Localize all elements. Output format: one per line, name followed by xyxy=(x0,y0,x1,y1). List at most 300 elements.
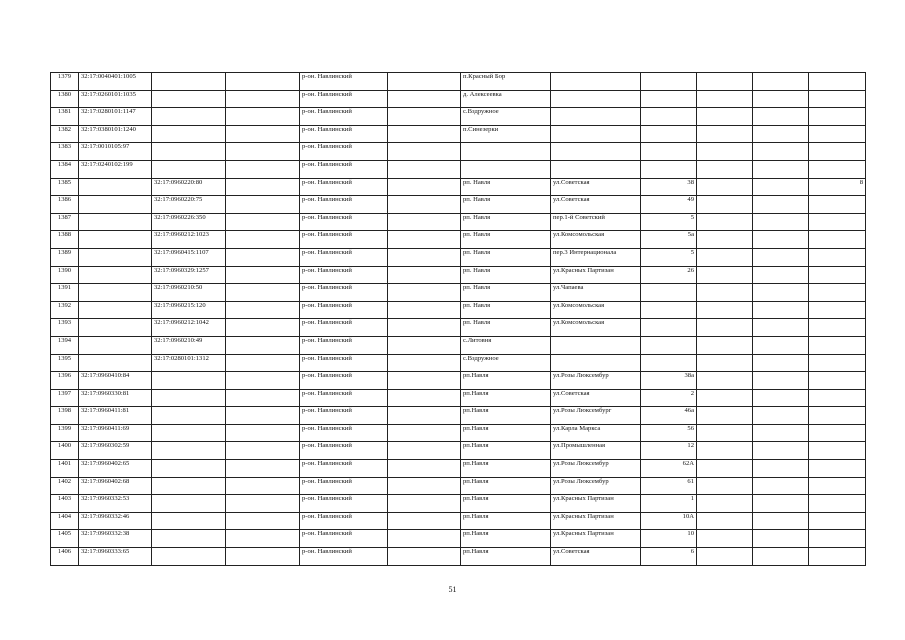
empty-cell xyxy=(226,407,300,425)
cadastral-number-cell: 32:17:0960330:81 xyxy=(79,389,152,407)
street-cell xyxy=(551,73,641,91)
empty-cell xyxy=(388,319,461,337)
empty-cell xyxy=(753,196,809,214)
table-row xyxy=(51,125,866,143)
empty-cell xyxy=(753,477,809,495)
street-cell xyxy=(551,143,641,161)
extra-value-cell xyxy=(809,424,866,442)
empty-cell xyxy=(753,442,809,460)
district-cell: р-он. Навлинский xyxy=(300,143,388,161)
cadastral-number-2-cell xyxy=(152,90,226,108)
district-cell: р-он. Навлинский xyxy=(300,301,388,319)
empty-cell xyxy=(753,372,809,390)
cadastral-number-cell: 32:17:0380101:1240 xyxy=(79,125,152,143)
locality-cell: рп.Навля xyxy=(461,512,551,530)
house-number-cell xyxy=(641,336,697,354)
empty-cell xyxy=(226,143,300,161)
empty-cell xyxy=(697,424,753,442)
locality-cell: рп.Навля xyxy=(461,530,551,548)
empty-cell xyxy=(388,284,461,302)
empty-cell xyxy=(226,389,300,407)
extra-value-cell xyxy=(809,196,866,214)
house-number-cell: 5 xyxy=(641,248,697,266)
district-cell: р-он. Навлинский xyxy=(300,231,388,249)
empty-cell xyxy=(388,301,461,319)
district-cell: р-он. Навлинский xyxy=(300,512,388,530)
empty-cell xyxy=(753,90,809,108)
district-cell: р-он. Навлинский xyxy=(300,530,388,548)
locality-cell: п.Красный Бор xyxy=(461,73,551,91)
extra-value-cell xyxy=(809,125,866,143)
row-number-cell: 1401 xyxy=(51,460,79,478)
cadastral-number-cell: 32:17:0960402:68 xyxy=(79,477,152,495)
empty-cell xyxy=(226,512,300,530)
street-cell: ул.Советская xyxy=(551,178,641,196)
empty-cell xyxy=(697,336,753,354)
house-number-cell xyxy=(641,108,697,126)
empty-cell xyxy=(226,460,300,478)
table-row xyxy=(51,372,866,390)
row-number-cell: 1387 xyxy=(51,213,79,231)
row-number-cell: 1399 xyxy=(51,424,79,442)
cadastral-number-2-cell xyxy=(152,407,226,425)
row-number-cell: 1384 xyxy=(51,160,79,178)
empty-cell xyxy=(697,266,753,284)
cadastral-number-cell: 32:17:0960332:53 xyxy=(79,495,152,513)
street-cell: ул.Советская xyxy=(551,389,641,407)
empty-cell xyxy=(226,90,300,108)
registry-table xyxy=(50,72,866,566)
district-cell: р-он. Навлинский xyxy=(300,336,388,354)
extra-value-cell xyxy=(809,248,866,266)
house-number-cell: 62А xyxy=(641,460,697,478)
empty-cell xyxy=(753,530,809,548)
empty-cell xyxy=(226,178,300,196)
house-number-cell: 61 xyxy=(641,477,697,495)
cadastral-number-cell xyxy=(79,213,152,231)
house-number-cell: 2 xyxy=(641,389,697,407)
house-number-cell xyxy=(641,73,697,91)
street-cell: ул.Красных Партизан xyxy=(551,495,641,513)
row-number-cell: 1405 xyxy=(51,530,79,548)
empty-cell xyxy=(226,548,300,566)
row-number-cell: 1382 xyxy=(51,125,79,143)
locality-cell: рп.Навля xyxy=(461,389,551,407)
district-cell: р-он. Навлинский xyxy=(300,319,388,337)
empty-cell xyxy=(697,372,753,390)
locality-cell: рп.Навля xyxy=(461,442,551,460)
table-row xyxy=(51,284,866,302)
district-cell: р-он. Навлинский xyxy=(300,389,388,407)
locality-cell: рп. Навля xyxy=(461,196,551,214)
cadastral-number-cell xyxy=(79,248,152,266)
empty-cell xyxy=(388,548,461,566)
table-row xyxy=(51,319,866,337)
street-cell: ул.Розы Люксембург xyxy=(551,407,641,425)
row-number-cell: 1398 xyxy=(51,407,79,425)
locality-cell: рп. Навля xyxy=(461,213,551,231)
locality-cell: п.Синезерки xyxy=(461,125,551,143)
empty-cell xyxy=(388,424,461,442)
empty-cell xyxy=(226,196,300,214)
extra-value-cell xyxy=(809,460,866,478)
row-number-cell: 1381 xyxy=(51,108,79,126)
empty-cell xyxy=(753,231,809,249)
extra-value-cell xyxy=(809,284,866,302)
locality-cell: д. Алексеевка xyxy=(461,90,551,108)
house-number-cell: 10А xyxy=(641,512,697,530)
empty-cell xyxy=(697,143,753,161)
street-cell: ул.Комсомольская xyxy=(551,301,641,319)
empty-cell xyxy=(697,301,753,319)
cadastral-number-2-cell: 32:17:0960226:350 xyxy=(152,213,226,231)
row-number-cell: 1394 xyxy=(51,336,79,354)
street-cell: ул.Чапаева xyxy=(551,284,641,302)
empty-cell xyxy=(388,389,461,407)
house-number-cell: 38а xyxy=(641,372,697,390)
locality-cell: рп.Навля xyxy=(461,424,551,442)
empty-cell xyxy=(753,248,809,266)
empty-cell xyxy=(697,125,753,143)
empty-cell xyxy=(697,196,753,214)
table-row xyxy=(51,143,866,161)
cadastral-number-2-cell xyxy=(152,372,226,390)
empty-cell xyxy=(697,213,753,231)
cadastral-number-cell: 32:17:0960333:65 xyxy=(79,548,152,566)
cadastral-number-2-cell xyxy=(152,125,226,143)
empty-cell xyxy=(753,143,809,161)
empty-cell xyxy=(226,108,300,126)
cadastral-number-2-cell: 32:17:0280101:1312 xyxy=(152,354,226,372)
house-number-cell xyxy=(641,125,697,143)
empty-cell xyxy=(753,108,809,126)
empty-cell xyxy=(697,178,753,196)
empty-cell xyxy=(753,266,809,284)
table-row xyxy=(51,160,866,178)
cadastral-number-cell xyxy=(79,196,152,214)
extra-value-cell xyxy=(809,407,866,425)
house-number-cell: 49 xyxy=(641,196,697,214)
table-row xyxy=(51,231,866,249)
table-row xyxy=(51,73,866,91)
empty-cell xyxy=(697,73,753,91)
empty-cell xyxy=(697,90,753,108)
empty-cell xyxy=(697,160,753,178)
empty-cell xyxy=(753,424,809,442)
extra-value-cell xyxy=(809,143,866,161)
street-cell: ул.Красных Партизан xyxy=(551,530,641,548)
empty-cell xyxy=(697,477,753,495)
empty-cell xyxy=(753,407,809,425)
empty-cell xyxy=(226,125,300,143)
empty-cell xyxy=(388,108,461,126)
empty-cell xyxy=(753,301,809,319)
empty-cell xyxy=(388,213,461,231)
cadastral-number-cell: 32:17:0960332:38 xyxy=(79,530,152,548)
locality-cell: с.Вздружное xyxy=(461,354,551,372)
row-number-cell: 1403 xyxy=(51,495,79,513)
cadastral-number-cell xyxy=(79,231,152,249)
district-cell: р-он. Навлинский xyxy=(300,354,388,372)
empty-cell xyxy=(388,178,461,196)
empty-cell xyxy=(226,442,300,460)
cadastral-number-2-cell: 32:17:0960210:50 xyxy=(152,284,226,302)
cadastral-number-2-cell: 32:17:0960212:1042 xyxy=(152,319,226,337)
empty-cell xyxy=(226,319,300,337)
row-number-cell: 1406 xyxy=(51,548,79,566)
cadastral-number-cell xyxy=(79,336,152,354)
table-row xyxy=(51,407,866,425)
row-number-cell: 1379 xyxy=(51,73,79,91)
table-row xyxy=(51,266,866,284)
empty-cell xyxy=(753,460,809,478)
empty-cell xyxy=(388,460,461,478)
house-number-cell: 1 xyxy=(641,495,697,513)
empty-cell xyxy=(388,372,461,390)
house-number-cell: 46а xyxy=(641,407,697,425)
empty-cell xyxy=(697,442,753,460)
cadastral-number-cell xyxy=(79,284,152,302)
extra-value-cell xyxy=(809,266,866,284)
district-cell: р-он. Навлинский xyxy=(300,372,388,390)
locality-cell xyxy=(461,160,551,178)
cadastral-number-2-cell xyxy=(152,512,226,530)
table-row xyxy=(51,108,866,126)
empty-cell xyxy=(226,248,300,266)
empty-cell xyxy=(226,231,300,249)
extra-value-cell xyxy=(809,512,866,530)
row-number-cell: 1400 xyxy=(51,442,79,460)
street-cell xyxy=(551,108,641,126)
cadastral-number-2-cell: 32:17:0960220:80 xyxy=(152,178,226,196)
street-cell xyxy=(551,90,641,108)
empty-cell xyxy=(388,90,461,108)
locality-cell: рп.Навля xyxy=(461,495,551,513)
extra-value-cell xyxy=(809,548,866,566)
empty-cell xyxy=(388,407,461,425)
cadastral-number-2-cell: 32:17:0960212:1023 xyxy=(152,231,226,249)
street-cell: ул.Розы Люксембур xyxy=(551,460,641,478)
cadastral-number-2-cell: 32:17:0960210:49 xyxy=(152,336,226,354)
cadastral-number-2-cell xyxy=(152,143,226,161)
locality-cell: рп. Навля xyxy=(461,284,551,302)
street-cell: ул.Советская xyxy=(551,196,641,214)
table-row xyxy=(51,90,866,108)
empty-cell xyxy=(753,73,809,91)
table-row xyxy=(51,495,866,513)
row-number-cell: 1402 xyxy=(51,477,79,495)
extra-value-cell: 8 xyxy=(809,178,866,196)
house-number-cell xyxy=(641,284,697,302)
row-number-cell: 1396 xyxy=(51,372,79,390)
house-number-cell: 38 xyxy=(641,178,697,196)
empty-cell xyxy=(388,336,461,354)
street-cell: ул.Красных Партизан xyxy=(551,266,641,284)
table-body xyxy=(51,73,866,566)
empty-cell xyxy=(753,213,809,231)
extra-value-cell xyxy=(809,389,866,407)
empty-cell xyxy=(697,460,753,478)
locality-cell: рп. Навля xyxy=(461,231,551,249)
cadastral-number-cell: 32:17:0240102:199 xyxy=(79,160,152,178)
empty-cell xyxy=(697,495,753,513)
district-cell: р-он. Навлинский xyxy=(300,196,388,214)
row-number-cell: 1392 xyxy=(51,301,79,319)
district-cell: р-он. Навлинский xyxy=(300,284,388,302)
locality-cell: рп. Навля xyxy=(461,178,551,196)
locality-cell: с.Вздружное xyxy=(461,108,551,126)
empty-cell xyxy=(388,160,461,178)
cadastral-number-2-cell xyxy=(152,477,226,495)
extra-value-cell xyxy=(809,336,866,354)
cadastral-number-2-cell xyxy=(152,460,226,478)
district-cell: р-он. Навлинский xyxy=(300,160,388,178)
empty-cell xyxy=(388,143,461,161)
empty-cell xyxy=(753,389,809,407)
house-number-cell: 12 xyxy=(641,442,697,460)
cadastral-number-cell: 32:17:0260101:1035 xyxy=(79,90,152,108)
empty-cell xyxy=(697,231,753,249)
empty-cell xyxy=(388,196,461,214)
empty-cell xyxy=(697,407,753,425)
table-row xyxy=(51,530,866,548)
cadastral-number-cell xyxy=(79,178,152,196)
table-row xyxy=(51,424,866,442)
cadastral-number-2-cell xyxy=(152,73,226,91)
house-number-cell: 10 xyxy=(641,530,697,548)
row-number-cell: 1380 xyxy=(51,90,79,108)
extra-value-cell xyxy=(809,372,866,390)
table-row xyxy=(51,248,866,266)
locality-cell: с.Литовня xyxy=(461,336,551,354)
empty-cell xyxy=(753,125,809,143)
empty-cell xyxy=(226,530,300,548)
empty-cell xyxy=(226,354,300,372)
row-number-cell: 1390 xyxy=(51,266,79,284)
row-number-cell: 1385 xyxy=(51,178,79,196)
empty-cell xyxy=(226,73,300,91)
empty-cell xyxy=(697,319,753,337)
district-cell: р-он. Навлинский xyxy=(300,460,388,478)
row-number-cell: 1391 xyxy=(51,284,79,302)
district-cell: р-он. Навлинский xyxy=(300,407,388,425)
district-cell: р-он. Навлинский xyxy=(300,477,388,495)
house-number-cell: 26 xyxy=(641,266,697,284)
empty-cell xyxy=(226,477,300,495)
locality-cell: рп. Навля xyxy=(461,301,551,319)
cadastral-number-2-cell xyxy=(152,495,226,513)
district-cell: р-он. Навлинский xyxy=(300,108,388,126)
empty-cell xyxy=(753,495,809,513)
page-number: 51 xyxy=(448,585,457,594)
cadastral-number-cell: 32:17:0040401:1005 xyxy=(79,73,152,91)
street-cell: ул.Карла Маркса xyxy=(551,424,641,442)
cadastral-number-2-cell xyxy=(152,530,226,548)
locality-cell xyxy=(461,143,551,161)
empty-cell xyxy=(697,108,753,126)
empty-cell xyxy=(753,512,809,530)
house-number-cell: 6 xyxy=(641,548,697,566)
cadastral-number-2-cell xyxy=(152,548,226,566)
empty-cell xyxy=(697,389,753,407)
extra-value-cell xyxy=(809,530,866,548)
cadastral-number-cell xyxy=(79,266,152,284)
street-cell: ул.Красных Партизан xyxy=(551,512,641,530)
street-cell: ул.Розы Люксембур xyxy=(551,372,641,390)
empty-cell xyxy=(226,284,300,302)
house-number-cell xyxy=(641,319,697,337)
empty-cell xyxy=(388,125,461,143)
table-row xyxy=(51,213,866,231)
empty-cell xyxy=(226,424,300,442)
table-row xyxy=(51,477,866,495)
empty-cell xyxy=(753,160,809,178)
empty-cell xyxy=(388,266,461,284)
district-cell: р-он. Навлинский xyxy=(300,424,388,442)
cadastral-number-2-cell xyxy=(152,424,226,442)
row-number-cell: 1383 xyxy=(51,143,79,161)
district-cell: р-он. Навлинский xyxy=(300,266,388,284)
empty-cell xyxy=(697,530,753,548)
row-number-cell: 1393 xyxy=(51,319,79,337)
house-number-cell xyxy=(641,143,697,161)
table-row xyxy=(51,512,866,530)
empty-cell xyxy=(388,248,461,266)
district-cell: р-он. Навлинский xyxy=(300,248,388,266)
cadastral-number-2-cell xyxy=(152,108,226,126)
empty-cell xyxy=(388,512,461,530)
street-cell: пер.1-й Советский xyxy=(551,213,641,231)
cadastral-number-2-cell: 32:17:0960220:75 xyxy=(152,196,226,214)
house-number-cell: 5 xyxy=(641,213,697,231)
locality-cell: рп.Навля xyxy=(461,548,551,566)
cadastral-number-cell xyxy=(79,319,152,337)
street-cell: пер.3 Интернационала xyxy=(551,248,641,266)
extra-value-cell xyxy=(809,301,866,319)
district-cell: р-он. Навлинский xyxy=(300,125,388,143)
locality-cell: рп.Навля xyxy=(461,407,551,425)
district-cell: р-он. Навлинский xyxy=(300,442,388,460)
street-cell xyxy=(551,336,641,354)
cadastral-number-cell: 32:17:0960411:81 xyxy=(79,407,152,425)
table-row xyxy=(51,336,866,354)
house-number-cell: 56 xyxy=(641,424,697,442)
street-cell xyxy=(551,125,641,143)
cadastral-number-2-cell xyxy=(152,442,226,460)
extra-value-cell xyxy=(809,213,866,231)
row-number-cell: 1404 xyxy=(51,512,79,530)
district-cell: р-он. Навлинский xyxy=(300,213,388,231)
table-row xyxy=(51,460,866,478)
house-number-cell xyxy=(641,354,697,372)
empty-cell xyxy=(697,548,753,566)
street-cell: ул.Комсомольская xyxy=(551,319,641,337)
empty-cell xyxy=(388,530,461,548)
row-number-cell: 1389 xyxy=(51,248,79,266)
district-cell: р-он. Навлинский xyxy=(300,495,388,513)
house-number-cell xyxy=(641,160,697,178)
table-row xyxy=(51,196,866,214)
table-row xyxy=(51,389,866,407)
empty-cell xyxy=(697,512,753,530)
extra-value-cell xyxy=(809,477,866,495)
locality-cell: рп.Навля xyxy=(461,460,551,478)
cadastral-number-cell: 32:17:0960410:84 xyxy=(79,372,152,390)
empty-cell xyxy=(697,354,753,372)
empty-cell xyxy=(388,354,461,372)
empty-cell xyxy=(226,495,300,513)
empty-cell xyxy=(753,284,809,302)
